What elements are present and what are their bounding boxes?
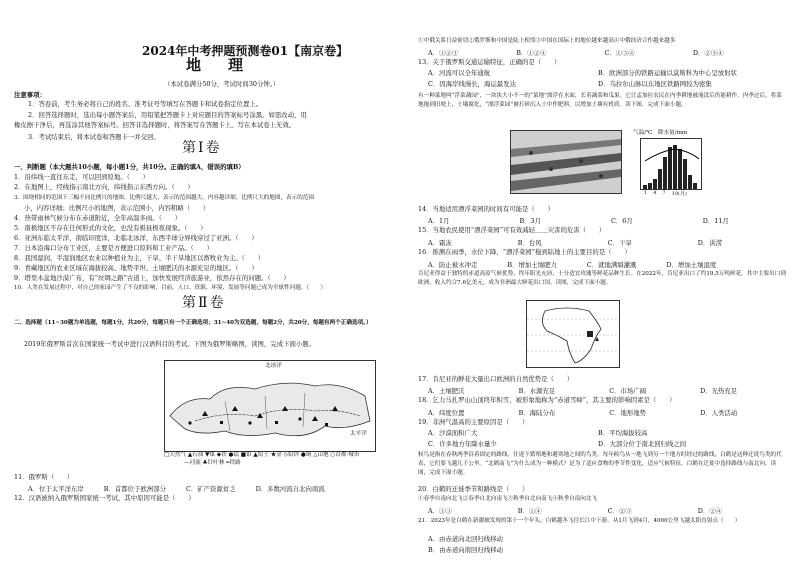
x-tick: 4: [653, 190, 657, 196]
q12-option-b[interactable]: B．①②④: [516, 49, 547, 57]
q17-options: [428, 386, 737, 395]
judge-item: 2．在地图上，经线指示南北方向，纬线指示东西方向。（ ）: [14, 183, 194, 191]
judge-item: 8．我国湿润、半湿润地区农业以种植业为主，干旱、半干旱地区以畜牧业为主。（ ）: [14, 254, 265, 262]
subject-title: 地 理: [186, 56, 250, 74]
q15-stem: 15．当地农民使用“漂浮菜园”可有效减轻＿＿灾害的危害（ ）: [418, 226, 606, 234]
notice-1: 1．答卷前，考生务必将自己的姓名、准考证号等填写在答题卡和试卷指定位置上。: [28, 100, 263, 108]
judge-item: 1．沿纬线一直往东走，可以回到原地。（ ）: [14, 173, 150, 181]
passage-kenya-flowers: 肯尼亚得益于独特的赤道高原气候优势，终年阳光充沛，十分适宜玫瑰等鲜花品种生长。在2022年，肯尼亚出口了约19.5万吨鲜花，其中主要出口到欧洲，收入约合7.6亿美元，成为非洲最大鲜花出口国。读图，完成下面小题。: [418, 271, 786, 286]
x-tick: 7: [662, 190, 666, 196]
notice-head: 注意事项：: [14, 91, 46, 99]
africa-map: [526, 300, 620, 368]
q19-option-c[interactable]: C．许多地方年降水量少: [428, 440, 497, 448]
q20-stem: 20．白鹤的迁徙季节和路线是（ ）: [418, 485, 529, 493]
q19-stem: 19．非洲气温高的主要原因是（ ）: [418, 418, 529, 426]
q13-option-d[interactable]: D．乌拉尔山脉以东地区铁路网较为密集: [598, 80, 712, 88]
q16-options: [428, 260, 716, 269]
map-legend-2: —河流 ♣针叶林 ━铁路: [184, 460, 241, 466]
q18-options: [428, 408, 737, 417]
passage-floating-garden: 有一种菜地叫“浮菜蔬园”，一块块大小不一的“菜地”漂浮在水面，长着蔬菜和瓜果。它让孟加拉农民在内季耕地被淹没后仍能耕作，内季过后，将菜地拖到田埂上，土壤腐化，“漂浮菜园”被打碎沉入土中作肥料，以增加土壤有机质。读下图，完成下面小题。: [418, 93, 782, 108]
q11-stem: 11．俄罗斯（ ）: [14, 473, 74, 481]
q14-options: [428, 216, 729, 225]
q15-option-a[interactable]: A．霜冻: [428, 239, 452, 247]
judge-item: 5．南极地区不存在任何形式的文化，也没有极昼极夜现象。（ ）: [14, 224, 207, 232]
notice-3: 3．考试结束后，将本试卷和答题卡一并交回。: [28, 133, 160, 141]
q15-option-d[interactable]: D．洪涝: [697, 239, 723, 247]
q12-option-c[interactable]: C．①③④: [604, 49, 635, 57]
q11-option-c[interactable]: C．矿产资源贫乏: [185, 485, 236, 493]
judge-item: 7．日本沿海口分布工业区，主要是方便进口原料和工业产品。（ ）: [14, 244, 213, 252]
q17-stem: 17．肯尼亚的鲜花大量出口欧洲的自然优势是（ ）: [418, 375, 574, 383]
q20-options: [428, 506, 722, 515]
q13-option-c[interactable]: C．因海岸线漫长，海运最发达: [428, 80, 516, 88]
judge-item: 6．亚洲东临太平洋，南临印度洋，北临北冰洋，东西半球分界线穿过了亚洲。（ ）: [14, 234, 258, 242]
judge-item: 小，内容详细；比例尺小的地图，表示范围小，内容粗略（ ）: [24, 204, 210, 212]
q17-option-d[interactable]: D．光热充足: [700, 387, 738, 395]
q15-options: [428, 238, 722, 247]
q12-options: [428, 48, 724, 57]
q12-statements: ①中俄关系日益密切②俄罗斯和中国是陆上相邻③中国在国际上的地位越来越高④中俄经济合作越来越多: [418, 38, 676, 44]
q14-option-d[interactable]: D．11月: [702, 217, 729, 225]
q19-option-b[interactable]: B．平均海拔较高: [598, 429, 648, 437]
notice-2: 2．回答选择题时，选出每小题答案后，用铅笔把答题卡上对应题目的答案标号涂黑。如需改动，用: [28, 111, 307, 119]
q20-option-b[interactable]: B．①④: [517, 507, 542, 515]
pacific-ocean-label: 太平洋: [350, 431, 367, 437]
left-column: [14, 0, 402, 566]
judge-heading: 一、判断题（本大题共10小题，每小题1分，共10分。正确的填A，错误的填B）: [14, 163, 245, 171]
q20-option-a[interactable]: A．①③: [428, 507, 452, 515]
map-legend: □天然气 ▲石油 ▼煤 ◆铁 ●锰 ■钼 ▲铝土 ★金 ◇铅锌 ●铜 △山地 ○首都·城市: [164, 452, 360, 458]
q18-option-a[interactable]: A．纬度位置: [428, 409, 465, 417]
q20-option-c[interactable]: C．②③: [607, 507, 632, 515]
climate-chart-title: 气温/℃ 降水量/mm: [633, 130, 688, 136]
q21-stem: 21．2023年是白鹤在新疆被发现的第十一个年头，白鹤越冬飞往长江中下游，从1月飞到4月，4000公里飞越太阳直射点（ ）: [418, 518, 741, 524]
q15-option-c[interactable]: C．干旱: [607, 239, 632, 247]
judge-item: 9．塔里木盆地沙漠广布，有“丝绸之路”古道上，加快发展经济旅游业，依然存在的问题。（ ）: [14, 274, 290, 282]
q16-option-b[interactable]: B．增加土壤肥力: [507, 261, 557, 269]
climate-chart-drawing: [641, 139, 701, 189]
q11-option-a[interactable]: A．位于太平洋东岸: [28, 485, 84, 493]
q13-option-b[interactable]: B．欧洲部分的铁路运输以莫斯科为中心呈放射状: [598, 69, 737, 77]
floating-garden-photo-drawing: [511, 131, 621, 193]
q16-stem: 16．推测在雨季，水位下降，“漂浮菜园”拖到陆地上的主要目的是（ ）: [418, 248, 631, 256]
x-tick: 10(月): [671, 191, 687, 197]
russia-intro: 2019年俄罗斯首次在国家统一考试中进行汉语科目的考试。下图为俄罗斯略图，读图，完成下面小题。: [24, 340, 316, 348]
q19-option-d[interactable]: D．大部分位于南北回归线之间: [598, 440, 687, 448]
climate-chart-xticks: [644, 190, 687, 197]
q17-option-b[interactable]: B．水源充足: [518, 387, 556, 395]
q12-option-a[interactable]: A．①②③: [428, 49, 459, 57]
q17-option-a[interactable]: A．土壤肥沃: [428, 387, 465, 395]
right-column: [418, 0, 786, 566]
q14-option-a[interactable]: A．1月: [428, 217, 450, 225]
africa-map-drawing: [527, 301, 619, 367]
judge-item: 3．围绕相同的范围下三幅不同比例尺的地图，比例尺越大，表示的范围越大，内容越详细。比例尺大的地图，表示的范围: [14, 195, 315, 201]
q12-option-d[interactable]: D．②③④: [692, 49, 724, 57]
q20-statements: ①春季自南向北飞②春季自北向南飞③秋季自北向南飞④秋季自南向北飞: [418, 496, 598, 502]
floating-garden-photo: [510, 130, 622, 194]
q11-option-b[interactable]: B．首都位于欧洲部分: [103, 485, 166, 493]
q13-stem: 13．关于俄罗斯交通运输特征，正确的是（ ）: [418, 58, 561, 66]
q14-option-c[interactable]: C．6月: [611, 217, 633, 225]
russia-map: [164, 360, 376, 452]
q11-options: [28, 484, 325, 493]
q18-stem: 18．乞力马扎罗山山顶终年积雪，被形象地称为“赤道雪峰”，其主要的影响因素是（ ）: [418, 396, 676, 404]
q21-option-a[interactable]: A．由赤道向北回归线移动: [428, 535, 503, 543]
x-tick: 1: [644, 190, 648, 196]
q13-option-a[interactable]: A．河流可以全年通航: [428, 69, 491, 77]
q17-option-c[interactable]: C．市场广阔: [609, 387, 647, 395]
exam-title: 2024年中考押题预测卷01【南京卷】: [142, 44, 349, 58]
q16-option-a[interactable]: A．防止被水冲走: [428, 261, 478, 269]
q18-option-c[interactable]: C．地形地势: [609, 409, 647, 417]
q11-option-d[interactable]: D．多数河流自北向南流: [255, 485, 325, 493]
judge-item: 10．人类在发展过程中，对自己的家园产生了不良的影响，目前，人口、资源、环境、发展等问题已成为全球性问题。（ ）: [14, 285, 326, 291]
climate-chart: [640, 138, 702, 190]
q19-option-a[interactable]: A．沙漠面积广大: [428, 429, 478, 437]
judge-item: 9．青藏地区的农业区域在海拔较高、地势平坦、土壤肥沃的水源充足的地区。（ ）: [14, 264, 258, 272]
russia-map-drawing: [165, 361, 375, 451]
exam-info: （本试卷满分50分，考试时间30分钟。）: [164, 80, 280, 88]
q14-stem: 14．当地适用漂浮菜园的时间有可能是（ ）: [418, 205, 554, 213]
q16-option-c[interactable]: C．就地满墒灌溉: [586, 261, 637, 269]
volume-1-heading: 第Ⅰ卷: [182, 140, 222, 156]
q18-option-b[interactable]: B．海陆分布: [518, 409, 556, 417]
volume-2-heading: 第Ⅱ卷: [182, 295, 226, 311]
choice-heading: 二、选择题（11~30题为单选题，每题1分，共20分，每题只有一个正确选项；31~40为双选题，每题2分，共20分，每题有两个正确选项。）: [14, 320, 372, 326]
passage-white-crane: 候鸟是指在春秋两季沿着固定的路线，往返于繁殖地和避寒地之间的鸟类。每年候鸟从一地飞到另一个地方时经过的路线，白鹤是这种迁徙鸟类的代表，它们要飞越几千公里。“北鹤南飞”为什么成为一种模式？是为了适应食物的季节性变化，适应气候特征，白鹤在迁徙中选择路线与南北向。读图，完成下面小题。: [418, 452, 782, 476]
q12-stem: 12．汉语被纳入俄罗斯国家统一考试，其中原因可能是（ ）: [14, 494, 195, 502]
q16-option-d[interactable]: D．增加土壤湿度: [666, 261, 717, 269]
q15-option-b[interactable]: B．台风: [517, 239, 542, 247]
judge-item: 4．热带雨林气候分布在赤道附近，全年高温多雨。（ ）: [14, 214, 182, 222]
notice-2b: 橡皮擦干净后，再选涂其他答案标号。回答非选择题时，将答案写在答题卡上。写在本试卷上无效。: [14, 121, 296, 129]
q21-option-b[interactable]: B．由赤道向南回归线移动: [428, 546, 503, 554]
q18-option-d[interactable]: D．人类活动: [700, 409, 738, 417]
arctic-ocean-label: 北冰洋: [265, 363, 282, 369]
q20-option-d[interactable]: D．②④: [697, 507, 723, 515]
q14-option-b[interactable]: B．3月: [519, 217, 542, 225]
